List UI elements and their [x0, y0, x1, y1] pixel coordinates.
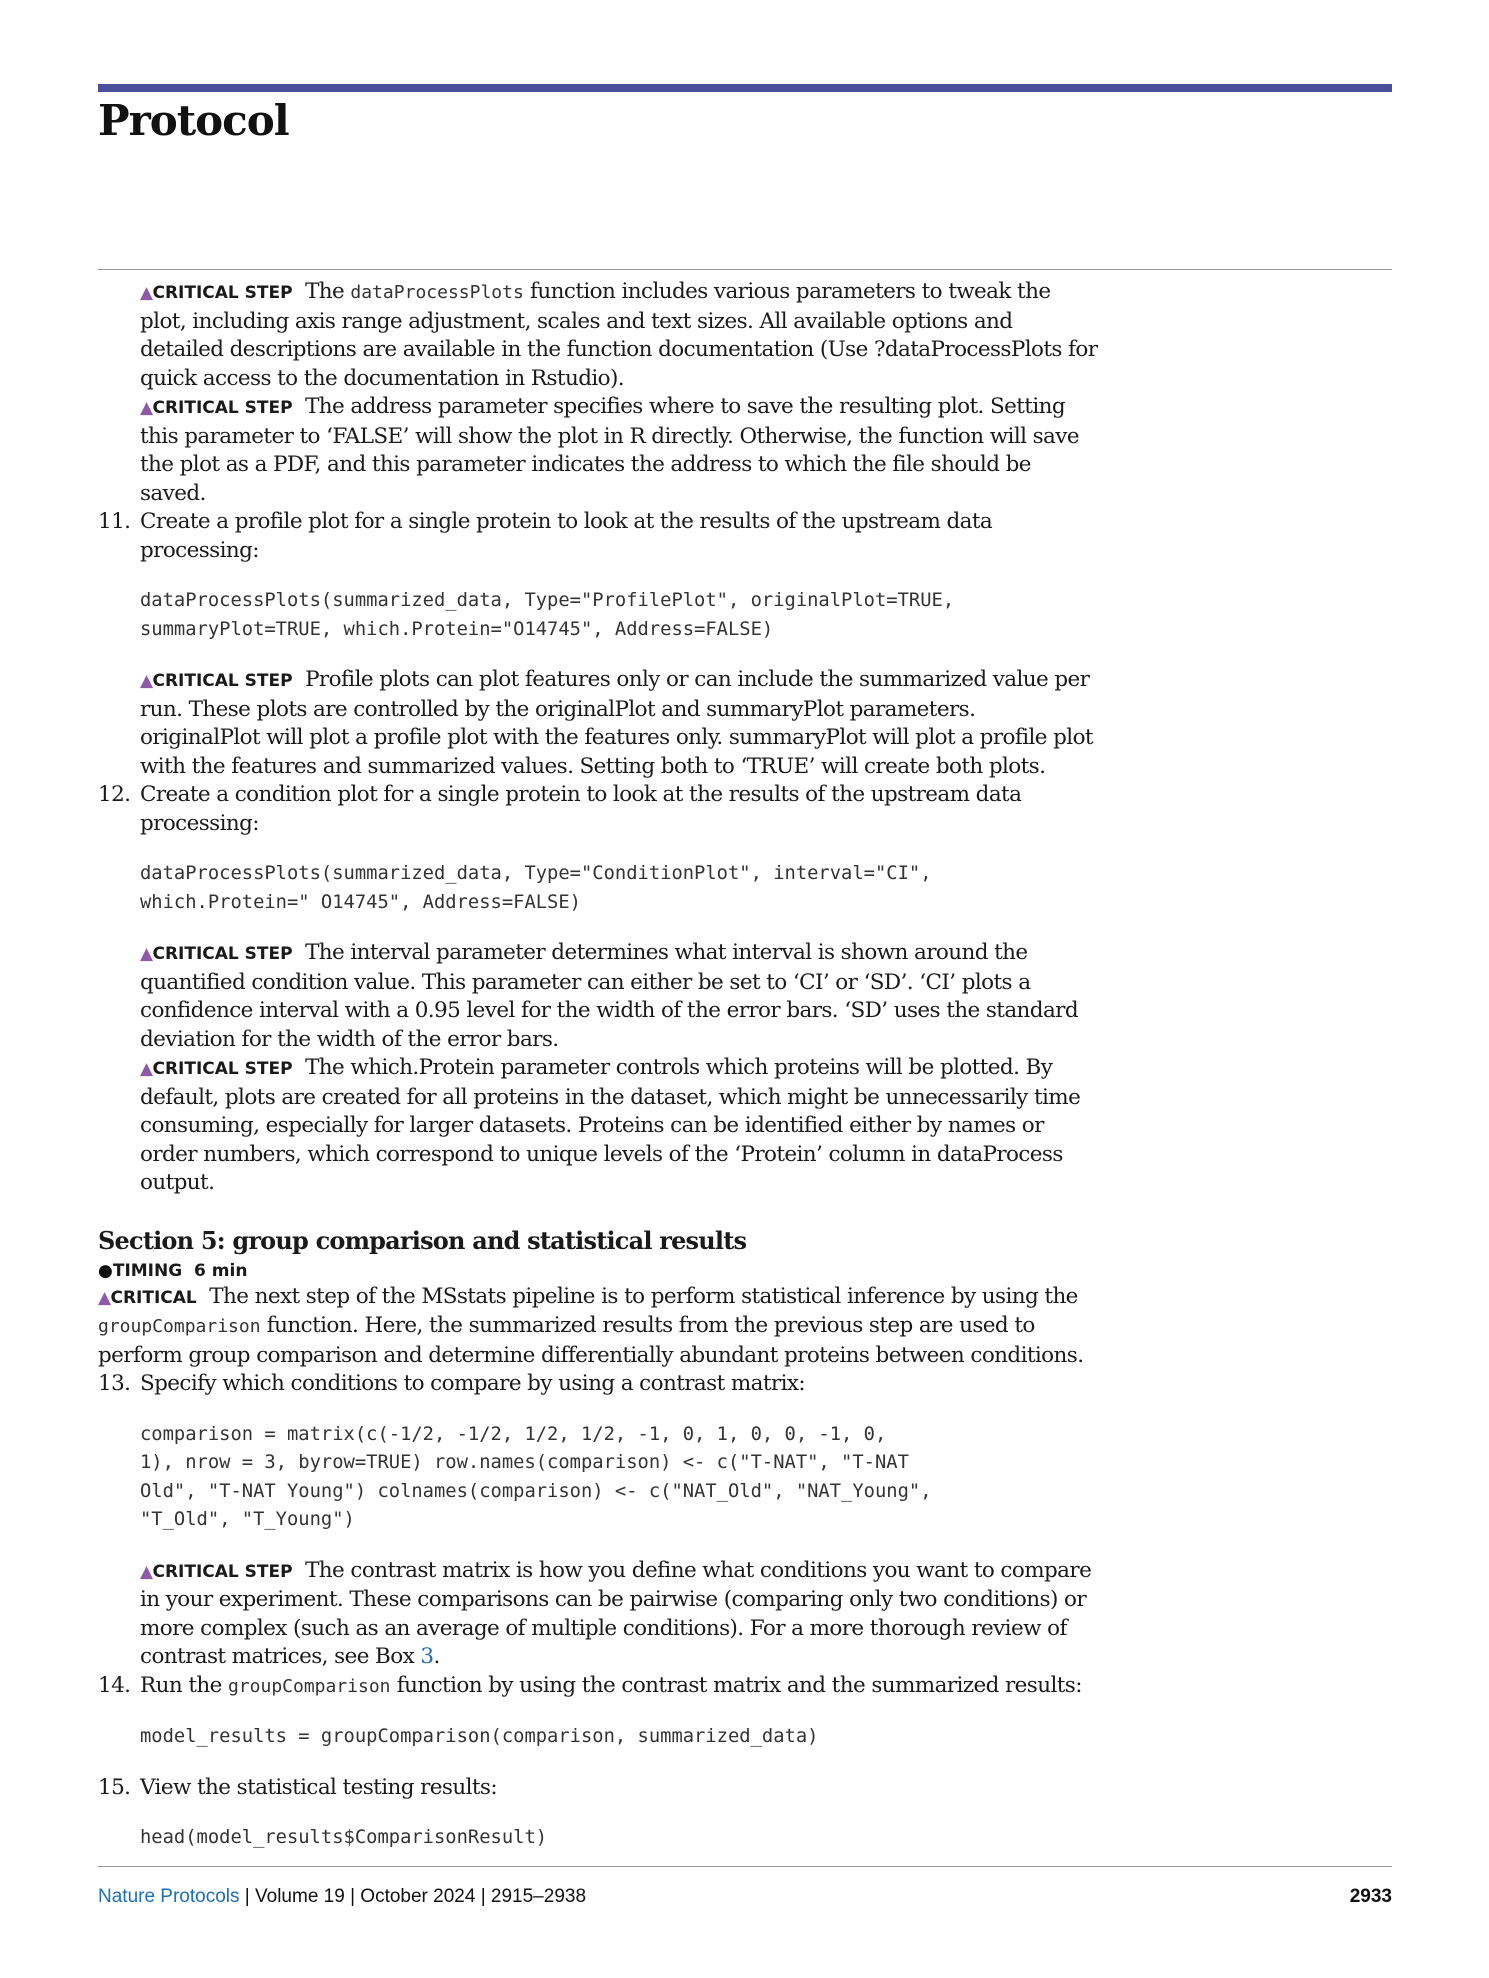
page-title: Protocol [98, 96, 289, 145]
step-number: 12. [98, 782, 131, 807]
footer-citation [98, 1886, 586, 1908]
triangle-icon: ▲ [98, 1287, 111, 1308]
top-divider [98, 269, 1392, 270]
step-14: 14. Run the groupComparison function by using the contrast matrix and the summarized results: [98, 1672, 1098, 1702]
triangle-icon: ▲ [140, 283, 153, 303]
timing-dot-icon: ● [98, 1260, 113, 1281]
step-number: 15. [98, 1774, 131, 1800]
critical-step-paragraph: ▲CRITICAL STEP The contrast matrix is how you define what conditions you want to compare in your experiment. These comparisons can be pairwise (comparing only two conditions) or more complex (such as an average of multiple conditions). For a more thorough review of contrast matrices, see Box 3. [140, 1557, 1092, 1669]
inline-code: dataProcessPlots [350, 282, 524, 303]
header-accent-bar [98, 84, 1392, 92]
code-block: model_results = groupComparison(comparison, summarized_data) [140, 1726, 819, 1747]
critical-step-paragraph: ▲CRITICAL STEP Profile plots can plot features only or can include the summarized value per run. These plots are controlled by the originalPlot and summaryPlot parameters. originalPlot will plot a profile plot with the features only. summaryPlot will plot a profile plot with the features and summarized values. Setting both to ‘TRUE’ will create both plots. [140, 667, 1093, 779]
step-text: Create a profile plot for a single protein to look at the results of the upstream data processing: [140, 509, 993, 563]
critical-step-label: CRITICAL STEP [152, 283, 293, 303]
triangle-icon: ▲ [140, 398, 153, 418]
critical-step-label: CRITICAL STEP [152, 1059, 293, 1079]
article-body [98, 278, 1098, 1875]
footer-divider [98, 1866, 1392, 1867]
triangle-icon: ▲ [140, 671, 153, 691]
step-text: View the statistical testing results: [140, 1774, 497, 1800]
step-text: Create a condition plot for a single protein to look at the results of the upstream data processing: [140, 782, 1022, 836]
step-number: 11. [98, 509, 131, 534]
step-13 [98, 1370, 1098, 1399]
critical-step-label: CRITICAL STEP [152, 1561, 293, 1582]
triangle-icon: ▲ [140, 1059, 153, 1079]
volume-info: | Volume 19 | October 2024 | 2915–2938 [239, 1886, 587, 1907]
section-heading: Section 5: group comparison and statistical results [98, 1225, 747, 1255]
step-12 [98, 781, 1098, 838]
timing-line: ●TIMING 6 min [98, 1260, 248, 1281]
inline-code: groupComparison [98, 1316, 261, 1337]
inline-code: groupComparison [227, 1675, 391, 1697]
step-15 [98, 1774, 1098, 1803]
critical-paragraph: ▲CRITICAL The next step of the MSstats pipeline is to perform statistical inference by using the groupComparison function. Here, the summarized results from the previous step are used to perform group comparison and determine differentially abundant proteins between conditions. [98, 1283, 1084, 1368]
critical-step-paragraph: ▲CRITICAL STEP The dataProcessPlots function includes various parameters to tweak the plot, including axis range adjustment, scales and text sizes. All available options and detailed descriptions are available in the function documentation (Use ?dataProcessPlots for quick access to the documentation in Rstudio). [140, 279, 1098, 391]
step-number: 14. [98, 1672, 131, 1698]
triangle-icon: ▲ [140, 1561, 153, 1582]
code-block: comparison = matrix(c(-1/2, -1/2, 1/2, 1/2, -1, 0, 1, 0, 0, -1, 0, 1), nrow = 3, byrow=TRUE) row.names(comparison) <- c("T-NAT", "T-NAT Old", "T-NAT Young") colnames(comparison) <- c("NAT_Old", "NAT_Young", "T_Old", "T_Young") [140, 1423, 932, 1530]
journal-name[interactable]: Nature Protocols [98, 1886, 240, 1907]
step-number: 13. [98, 1371, 131, 1396]
critical-step-label: CRITICAL STEP [152, 671, 293, 691]
page-number: 2933 [1349, 1886, 1392, 1907]
box-3-link[interactable]: 3 [420, 1644, 434, 1669]
critical-label: CRITICAL [110, 1287, 197, 1308]
triangle-icon: ▲ [140, 944, 153, 964]
step-11 [98, 508, 1098, 565]
critical-step-label: CRITICAL STEP [152, 398, 293, 418]
code-block: dataProcessPlots(summarized_data, Type="ConditionPlot", interval="CI", which.Protein=" O14745", Address=FALSE) [140, 863, 932, 913]
critical-step-label: CRITICAL STEP [152, 944, 293, 964]
code-block: dataProcessPlots(summarized_data, Type="ProfilePlot", originalPlot=TRUE, summaryPlot=TRUE, which.Protein="O14745", Address=FALSE) [140, 590, 955, 640]
code-block: head(model_results$ComparisonResult) [140, 1827, 548, 1848]
step-text: Specify which conditions to compare by using a contrast matrix: [140, 1371, 806, 1396]
critical-step-paragraph: ▲CRITICAL STEP The which.Protein parameter controls which proteins will be plotted. By default, plots are created for all proteins in the dataset, which might be unnecessarily time consuming, especially for larger datasets. Proteins can be identified either by names or order numbers, which correspond to unique levels of the ‘Protein’ column in dataProcess output. [140, 1055, 1081, 1195]
critical-step-paragraph: ▲CRITICAL STEP The address parameter specifies where to save the resulting plot. Setting this parameter to ‘FALSE’ will show the plot in R directly. Otherwise, the function will save the plot as a PDF, and this parameter indicates the address to which the file should be saved. [140, 394, 1079, 506]
critical-step-paragraph: ▲CRITICAL STEP The interval parameter determines what interval is shown around the quantified condition value. This parameter can either be set to ‘CI’ or ‘SD’. ‘CI’ plots a confidence interval with a 0.95 level for the width of the error bars. ‘SD’ uses the standard deviation for the width of the error bars. [140, 940, 1079, 1052]
